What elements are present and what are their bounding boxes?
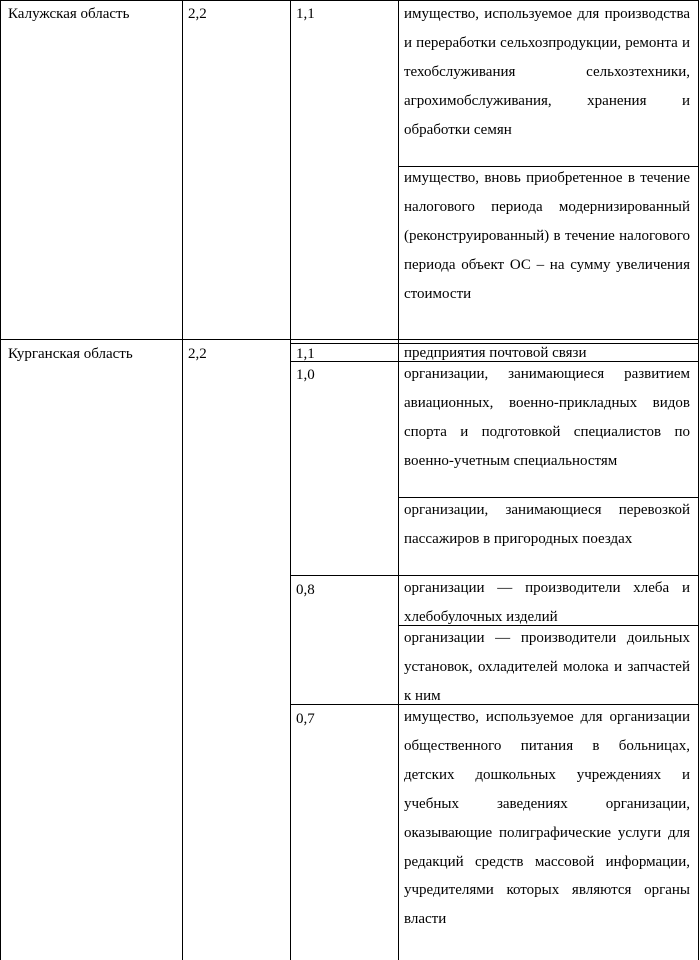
region-cell: Курганская область: [8, 346, 133, 362]
coefficient-cell: 0,7: [296, 711, 315, 727]
rate-cell: 2,2: [188, 346, 207, 362]
description-cell: имущество, используемое для организации общественного питания в больницах, детских дошкольных учреждениях и учебных заведениях организации, оказывающие полиграфические услуги для редакций средств массовой информации, учредителями которых являются органы власти: [404, 709, 690, 928]
table-border-left: [0, 0, 1, 960]
description-cell: имущество, вновь приобретенное в течение налогового периода модернизированный (реконструированный) в течение налогового периода объект ОС – на сумму увеличения стоимости: [404, 170, 690, 302]
description-cell: организации, занимающиеся перевозкой пассажиров в пригородных поездах: [404, 502, 690, 547]
description-cell: организации — производители хлеба и хлебобулочных изделий: [404, 580, 690, 625]
column-divider-coef: [398, 0, 399, 960]
column-divider-region: [182, 0, 183, 960]
table-border-right: [698, 0, 699, 960]
description-cell: имущество, используемое для производства и переработки сельхозпродукции, ремонта и техобслуживания сельхозтехники, агрохимобслуживания, хранения и обработки семян: [404, 6, 690, 138]
coefficient-cell: 1,1: [296, 6, 315, 22]
description-cell: организации, занимающиеся развитием авиационных, военно-прикладных видов спорта и подготовкой специалистов по военно-учетным специальностям: [404, 366, 690, 469]
region-cell: Калужская область: [8, 6, 130, 22]
rate-cell: 2,2: [188, 6, 207, 22]
coefficient-cell: 0,8: [296, 582, 315, 598]
description-cell: организации — производители доильных установок, охладителей молока и запчастей к ним: [404, 630, 690, 704]
coefficient-cell: 1,1: [296, 346, 315, 362]
description-cell: предприятия почтовой связи: [404, 345, 587, 361]
column-divider-rate: [290, 0, 291, 960]
coefficient-cell: 1,0: [296, 367, 315, 383]
